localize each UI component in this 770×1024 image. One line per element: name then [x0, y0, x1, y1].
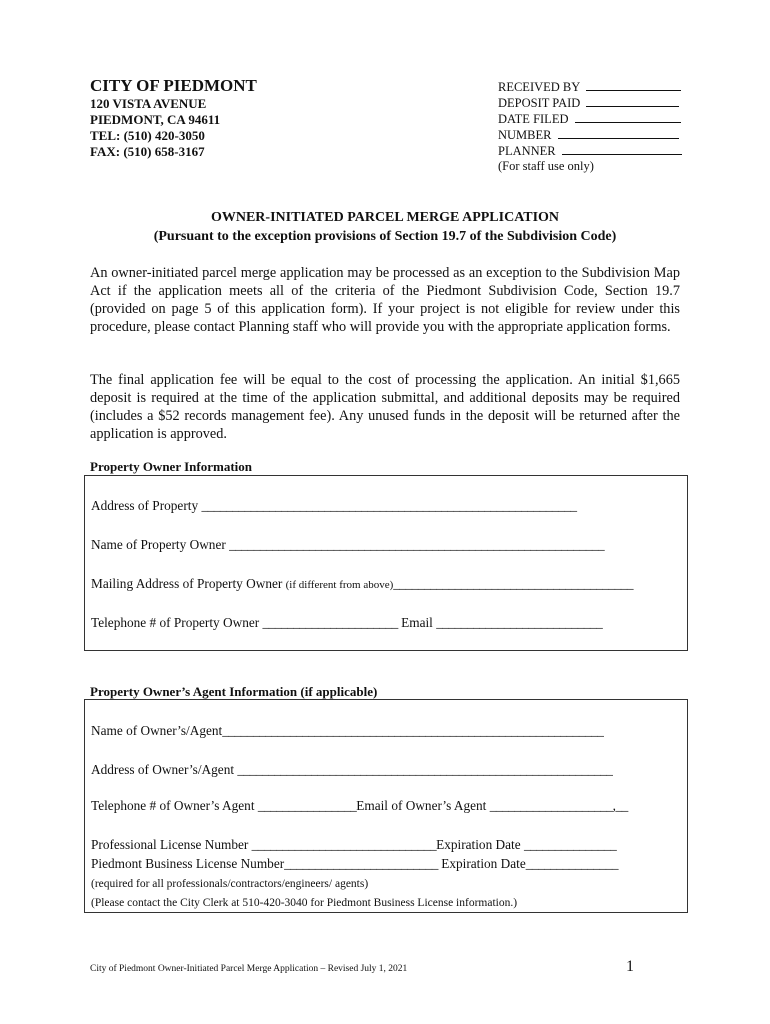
deposit-paid-field[interactable] [498, 95, 679, 111]
license-label: Professional License Number [91, 837, 249, 852]
business-license-label: Piedmont Business License Number [91, 856, 285, 871]
city-name: CITY OF PIEDMONT [90, 76, 257, 95]
planner-label: PLANNER [498, 144, 556, 158]
intro-paragraph-2: The final application fee will be equal to the cost of processing the application. An initial $1,665 deposit is required at the time of the application submittal, and additional deposits may be required (includes a $52 records management fee). Any unused funds in the deposit will be returned after the application is approved. [90, 372, 680, 442]
owner-section-heading: Property Owner Information [90, 459, 252, 474]
agent-name-line[interactable]: ______________________________________________________________ [222, 723, 604, 738]
city-address-line2: PIEDMONT, CA 94611 [90, 112, 221, 127]
business-exp-line[interactable]: _______________ [525, 856, 618, 871]
city-telephone: TEL: (510) 420-3050 [90, 128, 205, 143]
number-line[interactable] [558, 127, 679, 139]
agent-note-2: (Please contact the City Clerk at 510-420-3040 for Piedmont Business License information.) [91, 897, 518, 909]
owner-name-field[interactable] [91, 537, 604, 553]
staff-use-note: (For staff use only) [498, 159, 594, 173]
business-exp-label: Expiration Date [441, 856, 526, 871]
document-title: OWNER-INITIATED PARCEL MERGE APPLICATION [210, 210, 560, 225]
business-license-field[interactable] [91, 856, 618, 872]
license-exp-label: Expiration Date [436, 837, 521, 852]
number-label: NUMBER [498, 128, 552, 142]
property-address-field[interactable] [91, 498, 577, 514]
mailing-address-label: Mailing Address of Property Owner [91, 576, 283, 591]
deposit-paid-label: DEPOSIT PAID [498, 96, 581, 110]
footer-text: City of Piedmont Owner-Initiated Parcel Merge Application – Revised July 1, 2021 [90, 964, 408, 974]
license-field[interactable] [91, 837, 616, 853]
agent-email-label: Email of Owner’s Agent [356, 798, 487, 813]
license-exp-line[interactable]: _______________ [523, 837, 617, 852]
agent-name-label: Name of Owner’s/Agent [91, 723, 223, 738]
agent-address-field[interactable] [91, 762, 612, 778]
number-field[interactable] [498, 127, 679, 143]
page-number: 1 [626, 958, 634, 975]
license-line[interactable]: ______________________________ [251, 837, 437, 852]
agent-phone-label: Telephone # of Owner’s Agent [91, 798, 255, 813]
agent-address-label: Address of Owner’s/Agent [91, 762, 235, 777]
mailing-address-note: (if different from above) [285, 579, 394, 591]
owner-name-label: Name of Property Owner [91, 537, 226, 552]
agent-phone-line[interactable]: ________________ [257, 798, 357, 813]
deposit-paid-line[interactable] [586, 95, 679, 107]
owner-email-label: Email [401, 615, 433, 630]
received-by-line[interactable] [586, 79, 681, 91]
property-address-line[interactable]: _____________________________________________________________ [201, 498, 577, 513]
owner-phone-label: Telephone # of Property Owner [91, 615, 260, 630]
document-subtitle: (Pursuant to the exception provisions of Section 19.7 of the Subdivision Code) [153, 229, 617, 244]
business-license-line[interactable]: _________________________ [284, 856, 438, 871]
city-fax: FAX: (510) 658-3167 [90, 144, 205, 159]
mailing-address-field[interactable] [91, 576, 633, 592]
planner-line[interactable] [562, 143, 682, 155]
planner-field[interactable] [498, 143, 682, 159]
owner-phone-line[interactable]: ______________________ [262, 615, 398, 630]
agent-name-field[interactable] [91, 723, 603, 739]
agent-phone-email-field[interactable] [91, 798, 628, 814]
agent-note-1: (required for all professionals/contractors/engineers/ agents) [91, 878, 369, 890]
agent-section-heading: Property Owner’s Agent Information (if applicable) [90, 684, 378, 699]
date-filed-line[interactable] [575, 111, 681, 123]
city-address-line1: 120 VISTA AVENUE [90, 96, 207, 111]
agent-address-line[interactable]: _____________________________________________________________ [237, 762, 613, 777]
date-filed-field[interactable] [498, 111, 681, 127]
agent-email-line[interactable]: ____________________,__ [489, 798, 628, 813]
owner-name-line[interactable]: _____________________________________________________________ [229, 537, 605, 552]
owner-email-line[interactable]: ___________________________ [436, 615, 603, 630]
date-filed-label: DATE FILED [498, 112, 569, 126]
received-by-label: RECEIVED BY [498, 80, 580, 94]
mailing-address-line[interactable]: _______________________________________ [393, 576, 634, 591]
property-address-label: Address of Property [91, 498, 199, 513]
owner-phone-email-field[interactable] [91, 615, 602, 631]
received-by-field[interactable] [498, 79, 681, 95]
intro-paragraph-1: An owner-initiated parcel merge application may be processed as an exception to the Subdivision Map Act if the application meets all of the criteria of the Piedmont Subdivision Code, Section 19.7 (provided on page 5 of this application form). If your project is not eligible for review under this procedure, please contact Planning staff who will provide you with the appropriate application forms. [90, 265, 680, 335]
